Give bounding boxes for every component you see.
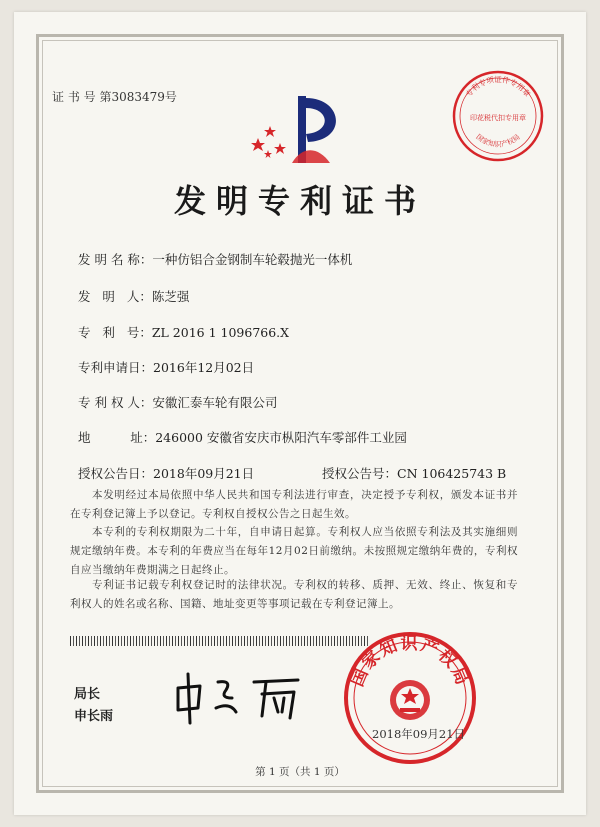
inventor-field bbox=[78, 287, 189, 305]
patent-number-value: ZL 2016 1 1096766.X bbox=[151, 325, 290, 340]
patentee-label: 专 利 权 人： bbox=[78, 395, 153, 410]
cnipa-official-seal bbox=[340, 628, 480, 768]
barcode bbox=[70, 636, 370, 646]
address-value: 246000 安徽省安庆市枞阳汽车零部件工业园 bbox=[155, 430, 407, 445]
address-label: 地 址： bbox=[78, 430, 156, 445]
tax-stamp-seal bbox=[450, 68, 546, 164]
certificate-title: 发明专利证书 bbox=[173, 182, 426, 220]
patentee-field bbox=[78, 393, 277, 411]
director-title: 局长 bbox=[74, 687, 101, 702]
certificate-number: 证 书 号 第3083479号 bbox=[52, 90, 177, 104]
tax-stamp-bottom-text: 国家知识产权局 bbox=[474, 132, 522, 149]
application-date-label: 专利申请日： bbox=[78, 360, 154, 375]
body-paragraph-1: 本发明经过本局依照中华人民共和国专利法进行审查，决定授予专利权，颁发本证书并在专利登记簿上予以登记。专利权自授权公告之日起生效。 bbox=[70, 489, 518, 520]
publication-number-field bbox=[322, 464, 506, 482]
body-paragraph-3: 专利证书记载专利权登记时的法律状况。专利权的转移、质押、无效、终止、恢复和专利权人的姓名或名称、国籍、地址变更等事项记载在专利登记簿上。 bbox=[70, 579, 518, 610]
seal-ring-text: 国家知识产权局 bbox=[347, 634, 473, 690]
application-date-value: 2016年12月02日 bbox=[153, 360, 255, 375]
cnipa-logo-icon bbox=[248, 88, 358, 168]
application-date-field bbox=[78, 358, 254, 376]
grant-date-value: 2018年09月21日 bbox=[153, 466, 255, 481]
national-emblem-icon bbox=[390, 680, 430, 720]
body-paragraph-2: 本专利的专利权期限为二十年，自申请日起算。专利权人应当依照专利法及其实施细则规定缴纳年费。本专利的年费应当在每年12月02日前缴纳。未按照规定缴纳年费的，专利权自应当缴纳年费期满之日起终止。 bbox=[70, 526, 518, 576]
address-field bbox=[78, 428, 407, 446]
grant-date-label: 授权公告日： bbox=[78, 466, 154, 481]
publication-number-value: CN 106425743 B bbox=[397, 466, 507, 481]
tax-stamp-center-text: 印花税代扣专用章 bbox=[470, 114, 526, 122]
grant-date-field bbox=[78, 464, 254, 482]
invention-name-field bbox=[78, 250, 352, 268]
director-name: 申长雨 bbox=[74, 709, 114, 724]
patentee-value: 安徽汇泰车轮有限公司 bbox=[152, 395, 278, 410]
inventor-label: 发 明 人： bbox=[78, 289, 152, 304]
patent-number-label: 专 利 号： bbox=[78, 325, 152, 340]
inventor-value: 陈芝强 bbox=[151, 289, 190, 304]
director-signature bbox=[170, 668, 310, 728]
page-number: 第 1 页（共 1 页） bbox=[255, 766, 345, 778]
publication-number-label: 授权公告号： bbox=[322, 466, 398, 481]
patent-number-field bbox=[78, 323, 289, 341]
seal-date: 2018年09月21日 bbox=[372, 727, 466, 741]
invention-name-value: 一种仿铝合金钢制车轮毂抛光一体机 bbox=[152, 252, 353, 267]
invention-name-label: 发 明 名 称： bbox=[78, 252, 153, 267]
tax-stamp-ring-text: 专利专项证件专用章 bbox=[463, 75, 533, 99]
